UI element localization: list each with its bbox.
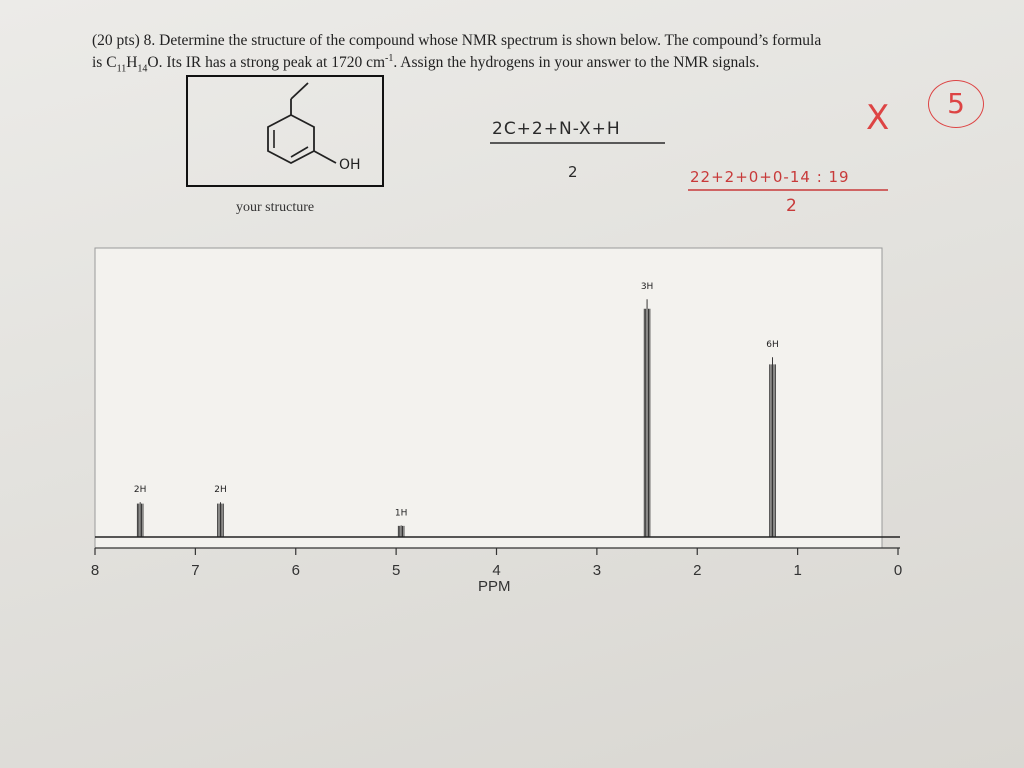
x-tick-label: 7 (191, 562, 200, 579)
peak-integration-label: 3H (640, 282, 654, 293)
dbe-calc-denominator: 2 (786, 196, 797, 216)
ir-unit-exponent: -1 (385, 53, 394, 64)
x-tick-label: 5 (391, 562, 401, 579)
score-badge: 5 (928, 80, 984, 128)
peak-integration-label: 2H (133, 485, 147, 496)
peak-integration-label: 1H (394, 508, 408, 519)
formula-prefix: is C (92, 54, 117, 72)
dbe-formula-denominator: 2 (568, 163, 578, 181)
x-tick-label: 8 (90, 562, 100, 579)
structure-caption: your structure (236, 200, 315, 215)
x-ticks (91, 548, 902, 579)
peak-integration-label: 2H (214, 485, 227, 496)
x-tick-label: 0 (893, 562, 903, 579)
x-tick-label: 3 (592, 562, 602, 579)
grade-x-mark: X (866, 98, 890, 138)
formula-h-count: 14 (137, 63, 148, 75)
assign-text: . Assign the hydrogens in your answer to the NMR signals. (393, 54, 760, 72)
formula-c-count: 11 (116, 63, 127, 75)
spectrum-frame (95, 248, 882, 548)
x-tick-label: 2 (693, 562, 702, 579)
x-tick-label: 4 (492, 562, 501, 579)
dbe-formula-numerator: 2C+2+N-X+H (492, 119, 621, 139)
oh-label: OH (339, 157, 361, 173)
dbe-calculation: 22+2+0+0-14 : 19 (690, 168, 850, 186)
x-tick-label: 6 (291, 562, 300, 579)
question-line-1: (20 pts) 8. Determine the structure of the compound whose NMR spectrum is shown below. The compound’s formula (92, 32, 822, 49)
formula-h: H (126, 54, 138, 72)
x-tick-label: 1 (793, 562, 802, 579)
peak-integration-label: 6H (766, 340, 779, 351)
ir-text: O. Its IR has a strong peak at 1720 cm (147, 54, 386, 72)
x-axis-label: PPM (478, 578, 511, 595)
